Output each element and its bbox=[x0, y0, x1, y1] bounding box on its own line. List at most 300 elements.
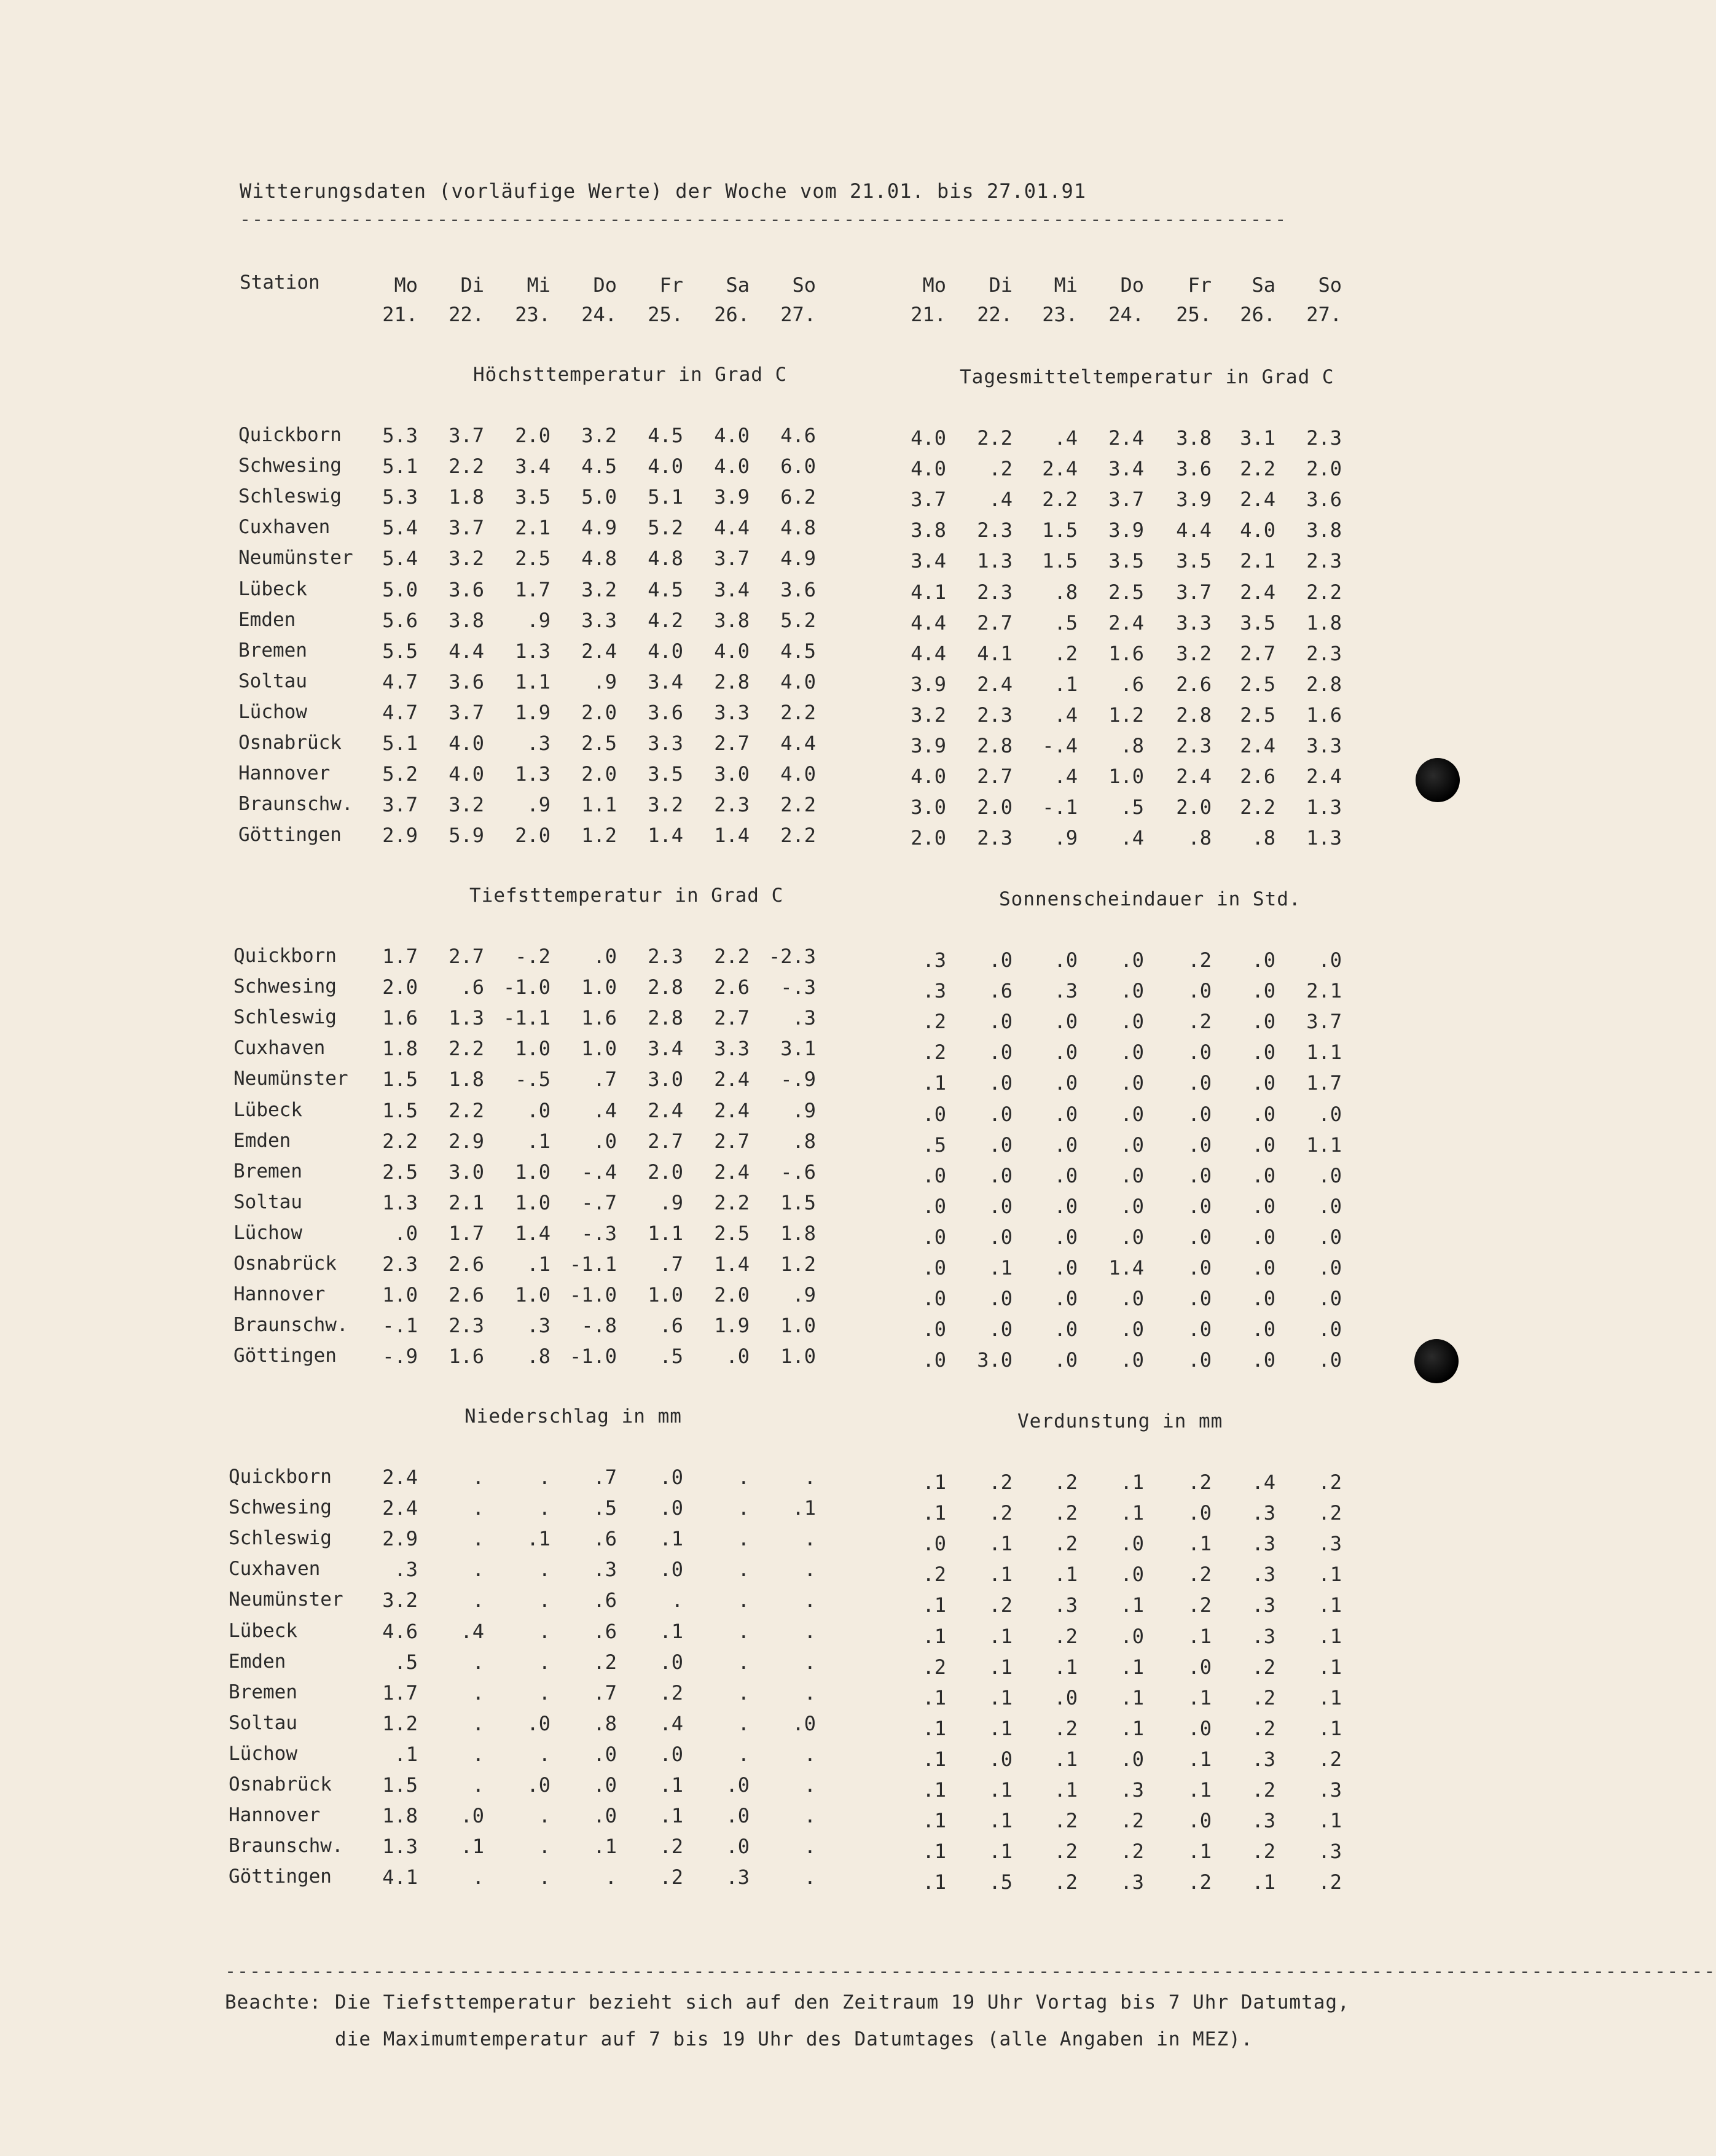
value-cell: .0 bbox=[593, 1773, 617, 1797]
value-cell: .0 bbox=[1188, 1717, 1212, 1740]
value-cell: .3 bbox=[1252, 1625, 1275, 1648]
value-cell: 4.4 bbox=[714, 516, 750, 539]
value-cell: .0 bbox=[989, 1195, 1013, 1218]
value-cell: .3 bbox=[1252, 1748, 1275, 1771]
value-cell: 5.3 bbox=[382, 424, 418, 447]
value-cell: 3.2 bbox=[581, 578, 617, 601]
value-cell: 1.9 bbox=[714, 1314, 750, 1337]
station-name: Neumünster bbox=[229, 1588, 343, 1611]
value-cell: .3 bbox=[394, 1558, 418, 1581]
value-cell: 2.7 bbox=[977, 765, 1013, 788]
value-cell: .1 bbox=[460, 1835, 484, 1858]
value-cell: -.5 bbox=[515, 1068, 550, 1091]
value-cell: .8 bbox=[792, 1130, 816, 1153]
value-cell: .0 bbox=[1120, 1532, 1144, 1555]
value-cell: .0 bbox=[1188, 1225, 1212, 1249]
value-cell: 1.0 bbox=[780, 1314, 816, 1337]
value-cell: .1 bbox=[1188, 1532, 1212, 1555]
value-cell: 2.1 bbox=[449, 1191, 484, 1214]
value-cell: .0 bbox=[1252, 1041, 1275, 1064]
value-cell: 1.8 bbox=[382, 1037, 418, 1060]
value-cell: .0 bbox=[1054, 1133, 1078, 1157]
value-cell: 5.1 bbox=[382, 732, 418, 755]
value-cell: -.3 bbox=[581, 1222, 617, 1245]
value-cell: .6 bbox=[989, 979, 1013, 1002]
value-cell: 4.0 bbox=[648, 455, 683, 478]
value-cell: 2.2 bbox=[449, 1037, 484, 1060]
value-cell: .0 bbox=[1188, 1256, 1212, 1279]
value-cell: .0 bbox=[1188, 1164, 1212, 1187]
value-cell: .1 bbox=[922, 1809, 946, 1832]
value-cell: .0 bbox=[922, 1348, 946, 1372]
value-cell: .0 bbox=[989, 1164, 1013, 1187]
value-cell: 3.8 bbox=[714, 609, 750, 632]
value-cell: 2.0 bbox=[648, 1160, 683, 1184]
value-cell: .1 bbox=[989, 1778, 1013, 1802]
value-cell: 2.4 bbox=[1108, 426, 1144, 450]
value-cell: 2.9 bbox=[449, 1130, 484, 1153]
value-cell: .3 bbox=[922, 979, 946, 1002]
value-cell: 2.2 bbox=[780, 701, 816, 724]
value-cell: 2.5 bbox=[714, 1222, 750, 1245]
value-cell: .0 bbox=[989, 1318, 1013, 1341]
value-cell: .3 bbox=[792, 1006, 816, 1029]
value-cell: 2.1 bbox=[1240, 549, 1275, 572]
value-cell: .4 bbox=[1054, 426, 1078, 450]
value-cell: 3.0 bbox=[449, 1160, 484, 1184]
value-cell: 2.5 bbox=[1240, 703, 1275, 727]
value-cell: .6 bbox=[460, 975, 484, 999]
value-cell: .0 bbox=[593, 1804, 617, 1827]
station-name: Osnabrück bbox=[233, 1252, 337, 1275]
value-cell: 3.0 bbox=[648, 1068, 683, 1091]
value-cell: 2.0 bbox=[581, 762, 617, 786]
value-cell: .3 bbox=[1318, 1778, 1342, 1802]
value-cell: .0 bbox=[527, 1099, 550, 1122]
date-header: 26. bbox=[714, 303, 750, 326]
value-cell: -.8 bbox=[581, 1314, 617, 1337]
value-cell: 2.4 bbox=[1176, 765, 1212, 788]
value-cell: .0 bbox=[726, 1835, 750, 1858]
value-cell: . bbox=[538, 1865, 550, 1889]
value-cell: .0 bbox=[1252, 979, 1275, 1002]
value-cell: .0 bbox=[1188, 1809, 1212, 1832]
day-header: So bbox=[792, 273, 816, 297]
value-cell: -.7 bbox=[581, 1191, 617, 1214]
value-cell: . bbox=[737, 1712, 750, 1735]
value-cell: . bbox=[538, 1588, 550, 1612]
value-cell: 3.7 bbox=[449, 424, 484, 447]
station-name: Bremen bbox=[229, 1681, 297, 1703]
value-cell: 5.4 bbox=[382, 547, 418, 570]
value-cell: . bbox=[804, 1466, 816, 1489]
value-cell: .3 bbox=[726, 1865, 750, 1889]
value-cell: 2.2 bbox=[1240, 457, 1275, 480]
value-cell: -.6 bbox=[780, 1160, 816, 1184]
value-cell: 6.0 bbox=[780, 455, 816, 478]
value-cell: .0 bbox=[1318, 1195, 1342, 1218]
value-cell: 2.8 bbox=[1176, 703, 1212, 727]
date-header: 23. bbox=[1042, 303, 1078, 326]
value-cell: 3.7 bbox=[449, 701, 484, 724]
value-cell: 1.3 bbox=[515, 639, 550, 663]
value-cell: 4.8 bbox=[648, 547, 683, 570]
value-cell: .0 bbox=[989, 1010, 1013, 1033]
value-cell: .2 bbox=[1188, 948, 1212, 972]
value-cell: .3 bbox=[1120, 1778, 1144, 1802]
value-cell: -1.1 bbox=[503, 1006, 550, 1029]
value-cell: .3 bbox=[1120, 1870, 1144, 1894]
value-cell: .0 bbox=[1318, 1318, 1342, 1341]
value-cell: 2.4 bbox=[977, 673, 1013, 696]
value-cell: 5.3 bbox=[382, 485, 418, 509]
value-cell: . bbox=[472, 1712, 484, 1735]
station-header: Station bbox=[240, 271, 320, 294]
value-cell: 4.0 bbox=[780, 762, 816, 786]
value-cell: 1.1 bbox=[581, 793, 617, 816]
value-cell: 3.9 bbox=[1176, 488, 1212, 511]
value-cell: .1 bbox=[593, 1835, 617, 1858]
value-cell: .0 bbox=[1188, 1655, 1212, 1679]
value-cell: 4.0 bbox=[714, 639, 750, 663]
value-cell: .0 bbox=[1318, 1287, 1342, 1310]
value-cell: .2 bbox=[1252, 1840, 1275, 1863]
value-cell: . bbox=[737, 1681, 750, 1705]
value-cell: .0 bbox=[1318, 1164, 1342, 1187]
value-cell: 1.3 bbox=[977, 549, 1013, 572]
value-cell: 1.5 bbox=[382, 1773, 418, 1797]
value-cell: .8 bbox=[1120, 734, 1144, 757]
value-cell: .1 bbox=[922, 1071, 946, 1095]
punch-hole bbox=[1416, 758, 1460, 802]
value-cell: 3.2 bbox=[449, 547, 484, 570]
value-cell: 1.8 bbox=[780, 1222, 816, 1245]
value-cell: .9 bbox=[593, 670, 617, 693]
value-cell: .0 bbox=[1188, 1071, 1212, 1095]
note-line-1: Die Tiefsttemperatur bezieht sich auf den Zeitraum 19 Uhr Vortag bis 7 Uhr Datumtag, bbox=[335, 1991, 1350, 2013]
value-cell: 2.1 bbox=[515, 516, 550, 539]
value-cell: 5.2 bbox=[780, 609, 816, 632]
value-cell: 1.3 bbox=[1306, 795, 1342, 819]
value-cell: .0 bbox=[1120, 1010, 1144, 1033]
value-cell: .3 bbox=[1252, 1593, 1275, 1617]
station-name: Emden bbox=[229, 1650, 286, 1673]
date-header: 24. bbox=[581, 303, 617, 326]
value-cell: 1.8 bbox=[1306, 611, 1342, 635]
value-cell: 1.1 bbox=[515, 670, 550, 693]
value-cell: .0 bbox=[1120, 1318, 1144, 1341]
station-name: Lübeck bbox=[233, 1099, 302, 1121]
day-header: Sa bbox=[726, 273, 750, 297]
value-cell: .0 bbox=[1252, 948, 1275, 972]
value-cell: 3.5 bbox=[648, 762, 683, 786]
value-cell: .2 bbox=[1120, 1840, 1144, 1863]
value-cell: .1 bbox=[1054, 1748, 1078, 1771]
value-cell: 3.7 bbox=[382, 793, 418, 816]
value-cell: 3.4 bbox=[648, 1037, 683, 1060]
value-cell: 1.0 bbox=[648, 1283, 683, 1306]
value-cell: . bbox=[804, 1588, 816, 1612]
day-header: Di bbox=[460, 273, 484, 297]
value-cell: 2.4 bbox=[1240, 580, 1275, 604]
value-cell: .0 bbox=[460, 1804, 484, 1827]
value-cell: .0 bbox=[1252, 1195, 1275, 1218]
value-cell: . bbox=[538, 1466, 550, 1489]
value-cell: .2 bbox=[659, 1865, 683, 1889]
value-cell: 1.5 bbox=[1042, 549, 1078, 572]
value-cell: .0 bbox=[1252, 1133, 1275, 1157]
section-title-sonne: Sonnenscheindauer in Std. bbox=[999, 888, 1301, 910]
value-cell: 3.2 bbox=[449, 793, 484, 816]
value-cell: 2.2 bbox=[1306, 580, 1342, 604]
value-cell: .0 bbox=[659, 1558, 683, 1581]
value-cell: 2.4 bbox=[1306, 765, 1342, 788]
value-cell: .0 bbox=[989, 948, 1013, 972]
value-cell: 1.0 bbox=[515, 1191, 550, 1214]
value-cell: .1 bbox=[989, 1625, 1013, 1648]
value-cell: .8 bbox=[1188, 826, 1212, 850]
value-cell: -.3 bbox=[780, 975, 816, 999]
value-cell: 1.6 bbox=[1306, 703, 1342, 727]
note-label: Beachte: bbox=[225, 1991, 322, 2013]
value-cell: 1.0 bbox=[1108, 765, 1144, 788]
value-cell: 4.7 bbox=[382, 701, 418, 724]
value-cell: 2.3 bbox=[1176, 734, 1212, 757]
value-cell: .1 bbox=[1318, 1593, 1342, 1617]
value-cell: .5 bbox=[1054, 611, 1078, 635]
value-cell: .3 bbox=[527, 732, 550, 755]
value-cell: . bbox=[737, 1527, 750, 1550]
value-cell: 5.9 bbox=[449, 824, 484, 847]
value-cell: 2.2 bbox=[780, 824, 816, 847]
value-cell: .3 bbox=[1252, 1532, 1275, 1555]
note-line-2: die Maximumtemperatur auf 7 bis 19 Uhr des Datumtages (alle Angaben in MEZ). bbox=[335, 2028, 1253, 2050]
date-header: 22. bbox=[449, 303, 484, 326]
value-cell: 2.9 bbox=[382, 824, 418, 847]
day-header: Sa bbox=[1252, 273, 1275, 297]
station-name: Braunschw. bbox=[233, 1314, 348, 1336]
value-cell: . bbox=[804, 1865, 816, 1889]
value-cell: .7 bbox=[593, 1681, 617, 1705]
value-cell: .0 bbox=[1054, 1164, 1078, 1187]
value-cell: 1.3 bbox=[1306, 826, 1342, 850]
value-cell: .5 bbox=[1120, 795, 1144, 819]
value-cell: .2 bbox=[659, 1835, 683, 1858]
value-cell: .2 bbox=[1252, 1655, 1275, 1679]
value-cell: .7 bbox=[593, 1068, 617, 1091]
value-cell: 2.2 bbox=[1042, 488, 1078, 511]
value-cell: .1 bbox=[659, 1804, 683, 1827]
value-cell: 4.9 bbox=[780, 547, 816, 570]
value-cell: 1.2 bbox=[780, 1252, 816, 1276]
station-name: Lüchow bbox=[229, 1743, 297, 1765]
section-title-hoechst: Höchsttemperatur in Grad C bbox=[473, 364, 788, 386]
value-cell: .3 bbox=[922, 948, 946, 972]
value-cell: .1 bbox=[792, 1496, 816, 1520]
day-header: Mo bbox=[922, 273, 946, 297]
value-cell: . bbox=[804, 1743, 816, 1766]
station-name: Quickborn bbox=[233, 945, 337, 967]
value-cell: .0 bbox=[989, 1287, 1013, 1310]
value-cell: 3.5 bbox=[1176, 549, 1212, 572]
value-cell: .2 bbox=[659, 1681, 683, 1705]
value-cell: 4.6 bbox=[780, 424, 816, 447]
value-cell: 2.7 bbox=[714, 1130, 750, 1153]
value-cell: 3.0 bbox=[977, 1348, 1013, 1372]
value-cell: .0 bbox=[922, 1164, 946, 1187]
value-cell: 2.4 bbox=[648, 1099, 683, 1122]
value-cell: 2.4 bbox=[581, 639, 617, 663]
value-cell: .9 bbox=[1054, 826, 1078, 850]
value-cell: 2.3 bbox=[449, 1314, 484, 1337]
value-cell: 1.3 bbox=[382, 1191, 418, 1214]
station-name: Emden bbox=[238, 609, 296, 631]
value-cell: 3.3 bbox=[1306, 734, 1342, 757]
value-cell: 1.4 bbox=[714, 824, 750, 847]
value-cell: 1.5 bbox=[1042, 518, 1078, 542]
section-title-verdunstung: Verdunstung in mm bbox=[1017, 1410, 1223, 1432]
value-cell: .5 bbox=[659, 1345, 683, 1368]
value-cell: .1 bbox=[989, 1686, 1013, 1709]
value-cell: 3.8 bbox=[1306, 518, 1342, 542]
value-cell: . bbox=[472, 1496, 484, 1520]
value-cell: .0 bbox=[1188, 1287, 1212, 1310]
value-cell: . bbox=[605, 1865, 617, 1889]
value-cell: 2.3 bbox=[977, 518, 1013, 542]
value-cell: .0 bbox=[1120, 948, 1144, 972]
value-cell: 2.8 bbox=[648, 975, 683, 999]
station-name: Schwesing bbox=[233, 975, 337, 998]
value-cell: 2.7 bbox=[714, 732, 750, 755]
value-cell: 1.0 bbox=[515, 1160, 550, 1184]
value-cell: 1.0 bbox=[382, 1283, 418, 1306]
value-cell: 3.1 bbox=[1240, 426, 1275, 450]
value-cell: 3.9 bbox=[911, 673, 946, 696]
value-cell: . bbox=[804, 1620, 816, 1643]
day-header: Di bbox=[989, 273, 1013, 297]
value-cell: 2.7 bbox=[714, 1006, 750, 1029]
value-cell: 3.5 bbox=[515, 485, 550, 509]
value-cell: 1.1 bbox=[648, 1222, 683, 1245]
value-cell: 2.1 bbox=[1306, 979, 1342, 1002]
value-cell: .4 bbox=[1054, 703, 1078, 727]
value-cell: 3.4 bbox=[714, 578, 750, 601]
value-cell: .2 bbox=[1054, 1625, 1078, 1648]
value-cell: . bbox=[671, 1588, 683, 1612]
value-cell: .0 bbox=[1054, 1195, 1078, 1218]
value-cell: .9 bbox=[792, 1283, 816, 1306]
value-cell: .3 bbox=[1318, 1840, 1342, 1863]
value-cell: .2 bbox=[989, 1501, 1013, 1525]
value-cell: .0 bbox=[1318, 1103, 1342, 1126]
value-cell: .1 bbox=[922, 1686, 946, 1709]
value-cell: . bbox=[737, 1620, 750, 1643]
value-cell: 1.5 bbox=[382, 1068, 418, 1091]
value-cell: 3.8 bbox=[1176, 426, 1212, 450]
value-cell: .6 bbox=[593, 1588, 617, 1612]
value-cell: .0 bbox=[922, 1532, 946, 1555]
value-cell: 3.1 bbox=[780, 1037, 816, 1060]
section-title-tagesmittel: Tagesmitteltemperatur in Grad C bbox=[960, 366, 1334, 388]
value-cell: .0 bbox=[659, 1466, 683, 1489]
value-cell: 5.1 bbox=[648, 485, 683, 509]
value-cell: .0 bbox=[1120, 1563, 1144, 1586]
value-cell: 2.0 bbox=[977, 795, 1013, 819]
value-cell: .0 bbox=[1120, 1225, 1144, 1249]
value-cell: 5.6 bbox=[382, 609, 418, 632]
value-cell: 3.3 bbox=[1176, 611, 1212, 635]
value-cell: 4.0 bbox=[911, 765, 946, 788]
station-name: Hannover bbox=[229, 1804, 321, 1826]
value-cell: 3.3 bbox=[714, 701, 750, 724]
value-cell: . bbox=[538, 1496, 550, 1520]
value-cell: .1 bbox=[1318, 1563, 1342, 1586]
value-cell: 2.6 bbox=[449, 1283, 484, 1306]
value-cell: . bbox=[472, 1681, 484, 1705]
value-cell: .0 bbox=[394, 1222, 418, 1245]
value-cell: .1 bbox=[922, 1778, 946, 1802]
value-cell: .0 bbox=[1054, 1686, 1078, 1709]
value-cell: -.1 bbox=[382, 1314, 418, 1337]
value-cell: 3.2 bbox=[382, 1588, 418, 1612]
value-cell: 3.6 bbox=[780, 578, 816, 601]
value-cell: .0 bbox=[1188, 1195, 1212, 1218]
value-cell: .8 bbox=[527, 1345, 550, 1368]
value-cell: 5.0 bbox=[581, 485, 617, 509]
value-cell: . bbox=[737, 1466, 750, 1489]
value-cell: 4.4 bbox=[911, 611, 946, 635]
value-cell: 3.5 bbox=[1240, 611, 1275, 635]
value-cell: .0 bbox=[989, 1225, 1013, 1249]
value-cell: 3.5 bbox=[1108, 549, 1144, 572]
value-cell: .2 bbox=[922, 1563, 946, 1586]
date-header: 22. bbox=[977, 303, 1013, 326]
station-name: Cuxhaven bbox=[229, 1558, 321, 1580]
value-cell: 2.6 bbox=[449, 1252, 484, 1276]
value-cell: -.2 bbox=[515, 945, 550, 968]
value-cell: .3 bbox=[593, 1558, 617, 1581]
value-cell: .7 bbox=[593, 1466, 617, 1489]
value-cell: .0 bbox=[922, 1225, 946, 1249]
value-cell: 4.5 bbox=[648, 424, 683, 447]
value-cell: .5 bbox=[989, 1870, 1013, 1894]
value-cell: 1.0 bbox=[581, 1037, 617, 1060]
value-cell: . bbox=[804, 1527, 816, 1550]
station-name: Quickborn bbox=[238, 424, 342, 446]
value-cell: .2 bbox=[1318, 1471, 1342, 1494]
value-cell: . bbox=[472, 1588, 484, 1612]
value-cell: .3 bbox=[1054, 1593, 1078, 1617]
station-name: Schwesing bbox=[238, 455, 342, 477]
value-cell: .0 bbox=[1054, 1010, 1078, 1033]
value-cell: 2.7 bbox=[1240, 642, 1275, 665]
value-cell: 1.9 bbox=[515, 701, 550, 724]
value-cell: .1 bbox=[922, 1840, 946, 1863]
value-cell: 3.6 bbox=[449, 578, 484, 601]
value-cell: .2 bbox=[922, 1655, 946, 1679]
value-cell: .3 bbox=[1252, 1809, 1275, 1832]
value-cell: 3.3 bbox=[648, 732, 683, 755]
value-cell: 4.4 bbox=[780, 732, 816, 755]
station-name: Braunschw. bbox=[229, 1835, 343, 1857]
value-cell: .0 bbox=[989, 1071, 1013, 1095]
value-cell: .0 bbox=[1120, 1748, 1144, 1771]
value-cell: 1.6 bbox=[581, 1006, 617, 1029]
value-cell: 4.1 bbox=[911, 580, 946, 604]
value-cell: 2.8 bbox=[1306, 673, 1342, 696]
value-cell: 2.2 bbox=[449, 455, 484, 478]
value-cell: .1 bbox=[922, 1501, 946, 1525]
